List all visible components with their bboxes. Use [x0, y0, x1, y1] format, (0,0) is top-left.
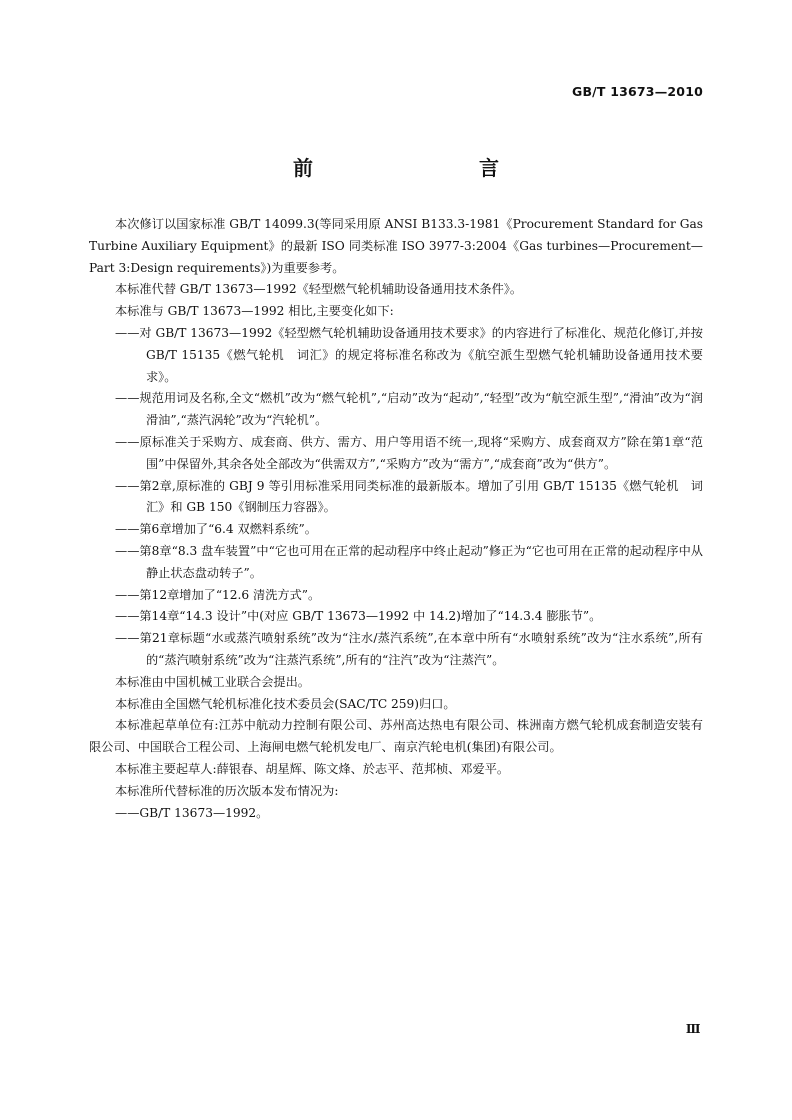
change-item: ——第12章增加了“12.6 清洗方式”。 — [115, 587, 321, 602]
proposer-paragraph: 本标准由中国机械工业联合会提出。 — [115, 674, 310, 689]
page-number: Ⅲ — [685, 1022, 700, 1036]
change-item: ——第14章“14.3 设计”中(对应 GB/T 13673—1992 中 14.2)增加了“14.3.4 膨胀节”。 — [115, 609, 602, 624]
replacement-paragraph: 本标准代替 GB/T 13673—1992《轻型燃气轮机辅助设备通用技术条件》。 — [115, 282, 523, 297]
change-item: ——对 GB/T 13673—1992《轻型燃气轮机辅助设备通用技术要求》的内容进行了标准化、规范化修订,并按 GB/T 15135《燃气轮机 词汇》的规定将标准名称改为《航空派生型燃气轮机辅助设备通用技术要求》。 — [115, 325, 703, 384]
page-title: 前 言 — [293, 156, 541, 180]
change-item: ——第2章,原标准的 GBJ 9 等引用标准采用同类标准的最新版本。增加了引用 GB/T 15135《燃气轮机 词汇》和 GB 150《钢制压力容器》。 — [115, 478, 703, 515]
change-item: ——第8章“8.3 盘车装置”中“它也可用在正常的起动程序中终止起动”修正为“它也可用在正常的起动程序中从静止状态盘动转子”。 — [115, 543, 703, 580]
foreword-body — [89, 214, 703, 824]
drafters-paragraph: 本标准主要起草人:薛银春、胡星辉、陈文烽、於志平、范邦桢、邓爱平。 — [115, 761, 510, 776]
intro-paragraph: 本次修订以国家标准 GB/T 14099.3(等同采用原 ANSI B133.3-1981《Procurement Standard for Gas Turbine Auxiliary Equipment》的最新 ISO 同类标准 ISO 3977-3:2004《Gas turbines—Procurement—Part 3:Design requirements》)为重要参考。 — [89, 217, 703, 275]
change-item: ——原标准关于采购方、成套商、供方、需方、用户等用语不统一,现将“采购方、成套商双方”除在第1章“范围”中保留外,其余各处全部改为“供需双方”,“采购方”改为“需方”,“成套商”改为“供方”。 — [115, 434, 703, 471]
drafting-units-paragraph: 本标准起草单位有:江苏中航动力控制有限公司、苏州高达热电有限公司、株洲南方燃气轮机成套制造安装有限公司、中国联合工程公司、上海闸电燃气轮机发电厂、南京汽轮电机(集团)有限公司。 — [89, 718, 703, 755]
change-item: ——第21章标题“水或蒸汽喷射系统”改为“注水/蒸汽系统”,在本章中所有“水喷射系统”改为“注水系统”,所有的“蒸汽喷射系统”改为“注蒸汽系统”,所有的“注汽”改为“注蒸汽”。 — [115, 631, 703, 667]
committee-paragraph: 本标准由全国燃气轮机标准化技术委员会(SAC/TC 259)归口。 — [115, 696, 456, 711]
change-item: ——规范用词及名称,全文“燃机”改为“燃气轮机”,“启动”改为“起动”,“轻型”改为“航空派生型”,“滑油”改为“润滑油”,“蒸汽涡轮”改为“汽轮机”。 — [115, 391, 703, 428]
history-intro-paragraph: 本标准所代替标准的历次版本发布情况为: — [115, 783, 339, 798]
standard-code: GB/T 13673—2010 — [571, 84, 703, 99]
change-item: ——第6章增加了“6.4 双燃料系统”。 — [115, 522, 317, 537]
changes-intro-paragraph: 本标准与 GB/T 13673—1992 相比,主要变化如下: — [115, 304, 394, 319]
history-item: ——GB/T 13673—1992。 — [115, 805, 269, 820]
